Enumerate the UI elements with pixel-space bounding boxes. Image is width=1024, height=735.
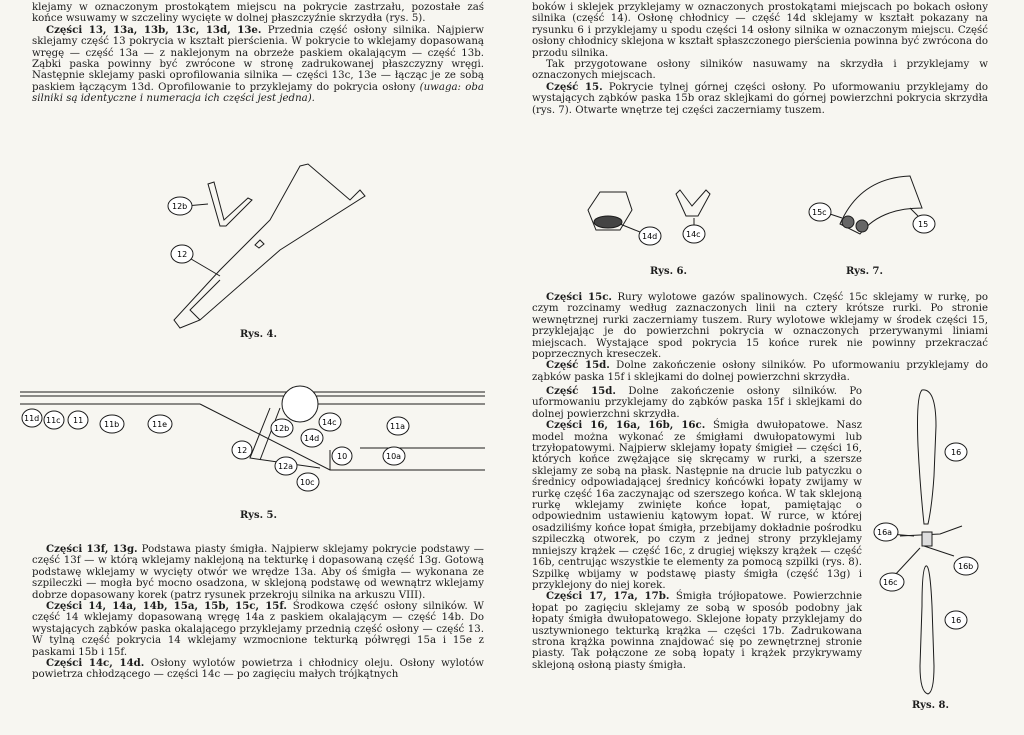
label-12b: 12b (172, 202, 188, 211)
label-11d: 11d (24, 414, 40, 423)
label-11e: 11e (152, 420, 168, 429)
right-p7 (532, 420, 862, 591)
right-text-narrow (532, 386, 862, 671)
caption-rys8: Rys. 8. (912, 700, 949, 711)
label-14d-fig6: 14d (642, 232, 658, 241)
right-p8-body: Śmigła trójłopatowe. Powierzchnie łopat po zagięciu sklejamy ze sobą w sposób podobny jak łopaty śmigła dwułopatowego. Sklejone łopaty przyklejamy do usztywnionego tekturką krążka — części 17b. Zadrukowana strona krążka powinna znajdować się po zewnętrznej stronie piasty. Tak połączone ze sobą łopaty i krążek przykrywamy sklejoną osłoną piasty śmigła. (532, 591, 862, 671)
right-p6-body: Dolne zakończenie osłony silników. Po uformowaniu przyklejamy do ząbków paska 15f i sklejkami do dolnej powierzchni skrzydła. (532, 386, 862, 420)
right-p2: Tak przygotowane osłony silników nasuwamy na skrzydła i przyklejamy w oznaczonych miejscach. (532, 59, 988, 82)
label-11: 11 (73, 416, 84, 425)
right-p3 (532, 82, 988, 116)
figure-8 (870, 386, 990, 696)
label-11c: 11c (46, 416, 61, 425)
right-p4 (532, 292, 988, 360)
right-p8 (532, 591, 862, 671)
right-p8-head: Części 17, 17a, 17b. (546, 590, 670, 603)
right-p6-head: Część 15d. (546, 385, 616, 397)
right-p7-head: Części 16, 16a, 16b, 16c. (546, 419, 706, 432)
right-p5-body: Dolne zakończenie osłony silników. Po uformowaniu przyklejamy do ząbków paska 15f i sklejkami do dolnej powierzchni skrzydła. (532, 360, 988, 383)
label-12a: 12a (278, 462, 294, 471)
left-p2-head: Części 13, 13a, 13b, 13c, 13d, 13e. (46, 23, 262, 36)
left-p5-body: Osłony wylotów powietrza i chłodnicy oleju. Osłony wylotów powietrza chłodzącego — części 14c — po zagięciu małych trójkątnych (32, 658, 484, 681)
blade-16-bottom (920, 566, 934, 694)
right-text-top (532, 2, 988, 116)
label-11b: 11b (104, 420, 120, 429)
caption-rys7: Rys. 7. (846, 266, 883, 277)
left-p3-body: Podstawa piasty śmigła. Najpierw sklejamy pokrycie podstawy — część 13f — w którą wklejamy naklejoną na tekturkę i dopasowaną część 13g. Gotową podstawę wklejamy w wycięty otwór we wrędze 13a. Aby oś śmigła — wykonana ze szpileczki — mogła być mocno osadzona, w sklejoną podstawę od wewnątrz wklejamy dobrze dopasowany korek (patrz rysunek przekroju silnika na arkuszu VIII). (32, 544, 484, 601)
label-11a: 11a (390, 422, 406, 431)
label-14c: 14c (322, 418, 337, 427)
caption-rys4: Rys. 4. (240, 329, 277, 340)
left-p3-head: Części 13f, 13g. (46, 543, 138, 555)
label-15c-fig7: 15c (812, 208, 827, 217)
left-p2-italic: (uwaga: oba silniki są identyczne i numeracja ich części jest jedna). (32, 81, 484, 105)
right-p7-body: Śmigła dwułopatowe. Nasz model można wykonać ze śmigłami dwułopatowymi lub trzyłopatowymi. Najpierw sklejamy łopaty śmigieł — części 16, których końce zwężające się skręcamy w rurki, a szersze sklejamy ze sobą na płask. Następnie na drucie lub patyczku o średnicy odpowiadającej średnicy końcówki łopaty zwijamy w rurkę część 16a zaczynając od szerszego końca. W tak sklejoną rurkę wklejamy zwinięte końce łopat, pamiętając o odpowiednim ustawieniu kątowym łopat. W rurce, w której osadziliśmy końce łopat śmigła, przebijamy dokładnie pośrodku szpileczką otworek, po czym z jednej strony przyklejamy mniejszy krążek — część 16c, z drugiej większy krążek — część 16b, centrując wszystkie te elementy za pomocą szpilki (rys. 8). Szpilkę wbijamy w podstawę piasty śmigła (część 13g) i przyklejony do niej korek. (532, 420, 862, 591)
label-16-top: 16 (951, 448, 962, 457)
label-10: 10 (337, 452, 348, 461)
wing-part-12 (174, 164, 365, 328)
label-15-fig7: 15 (918, 220, 929, 229)
label-14d: 14d (304, 434, 320, 443)
left-p1: klejamy w oznaczonym prostokątem miejscu na pokrycie zastrzału, pozostałe zaś końce wsuwamy w szczeliny wycięte w dolnej płaszczyźnie skrzydła (rys. 5). (32, 2, 484, 25)
right-p4-head: Części 15c. (546, 291, 612, 303)
left-p5 (32, 658, 484, 681)
left-p3 (32, 544, 484, 601)
left-p4-head: Części 14, 14a, 14b, 15a, 15b, 15c, 15f. (46, 600, 287, 613)
left-p2 (32, 25, 484, 105)
caption-rys5: Rys. 5. (240, 510, 277, 521)
right-p5 (532, 360, 988, 383)
left-p4 (32, 601, 484, 658)
label-10a: 10a (386, 452, 402, 461)
figure-5 (20, 378, 490, 488)
right-p6 (532, 386, 862, 420)
figure-7 (800, 168, 950, 248)
label-12: 12 (177, 250, 188, 259)
right-p4-body: Rury wylotowe gazów spalinowych. Część 15c sklejamy w rurkę, po czym rozcinamy według zaznaczonych linii na cztery krótsze rurki. Po stronie wewnętrznej rurki zaczerniamy tuszem. Rury wylotowe wklejamy w środek części 15, przyklejając je do powierzchni pokrycia w oznaczonych przerywanymi liniami miejscach. Wystające spod pokrycia 15 końce rurek nie powinny przekraczać poprzecznych kreseczek. (532, 292, 988, 361)
label-14c-fig6: 14c (686, 230, 701, 239)
label-10c: 10c (300, 478, 315, 487)
label-12-fig5: 12 (237, 446, 248, 455)
label-12b-fig5: 12b (274, 424, 290, 433)
right-p1: boków i sklejek przyklejamy w oznaczonych prostokątami miejscach po bokach osłony silnika (część 14). Osłonę chłodnicy — część 14d sklejamy w kształt pokazany na rysunku 6 i przyklejamy u spodu części 14 osłony silnika w oznaczonym miejscu. Część osłony chłodnicy sklejona w kształt spłaszczonego pierścienia powinna być zwrócona do przodu silnika. (532, 2, 988, 59)
figure-6 (580, 180, 740, 260)
left-text-bottom (32, 544, 484, 681)
label-16c: 16c (883, 578, 898, 587)
part-12b-strut (208, 182, 252, 226)
right-text-mid (532, 292, 988, 383)
label-16a: 16a (877, 528, 893, 537)
caption-rys6: Rys. 6. (650, 266, 687, 277)
label-16-bottom: 16 (951, 616, 962, 625)
figure-4 (160, 160, 390, 340)
label-16b: 16b (958, 562, 974, 571)
left-text-top (32, 2, 484, 105)
blade-16-top (918, 390, 937, 524)
left-p2-body: Przednia część osłony silnika. Najpierw sklejamy część 13 pokrycia w kształt pierścienia. W pokrycie to wklejamy dopasowaną wręgę — część 13a — z naklejonym na obrzeże paskiem okalającym — część 13b. Ząbki paska powinny być zwrócone w stronę zadrukowanej płaszczyzny wręgi. Następnie sklejamy paski oprofilowania silnika — części 13c, 13e — łącząc je ze sobą paskiem łączącym 13d. Oprofilowanie to przyklejamy do pokrycia osłony (32, 24, 484, 93)
left-p5-head: Części 14c, 14d. (46, 657, 145, 670)
right-p3-head: Część 15. (546, 80, 603, 93)
left-p4-body: Środkowa część osłony silników. W część 14 wklejamy dopasowaną wręgę 14a z paskiem okalającym — część 14b. Do wystających ząbków paska okalającego przyklejamy przednią część osłony — część 13. W tylną część pokrycia 14 wklejamy wzmocnione tekturką półwręgi 15a i 15e z paskami 15b i 15f. (32, 601, 484, 658)
right-p3-body: Pokrycie tylnej górnej części osłony. Po uformowaniu przyklejamy do wystających ząbków paska 15b oraz sklejkami do górnej powierzchni pokrycia skrzydła (rys. 7). Otwarte wnętrze tej części zaczerniamy tuszem. (532, 81, 988, 116)
right-p5-head: Część 15d. (546, 359, 610, 372)
